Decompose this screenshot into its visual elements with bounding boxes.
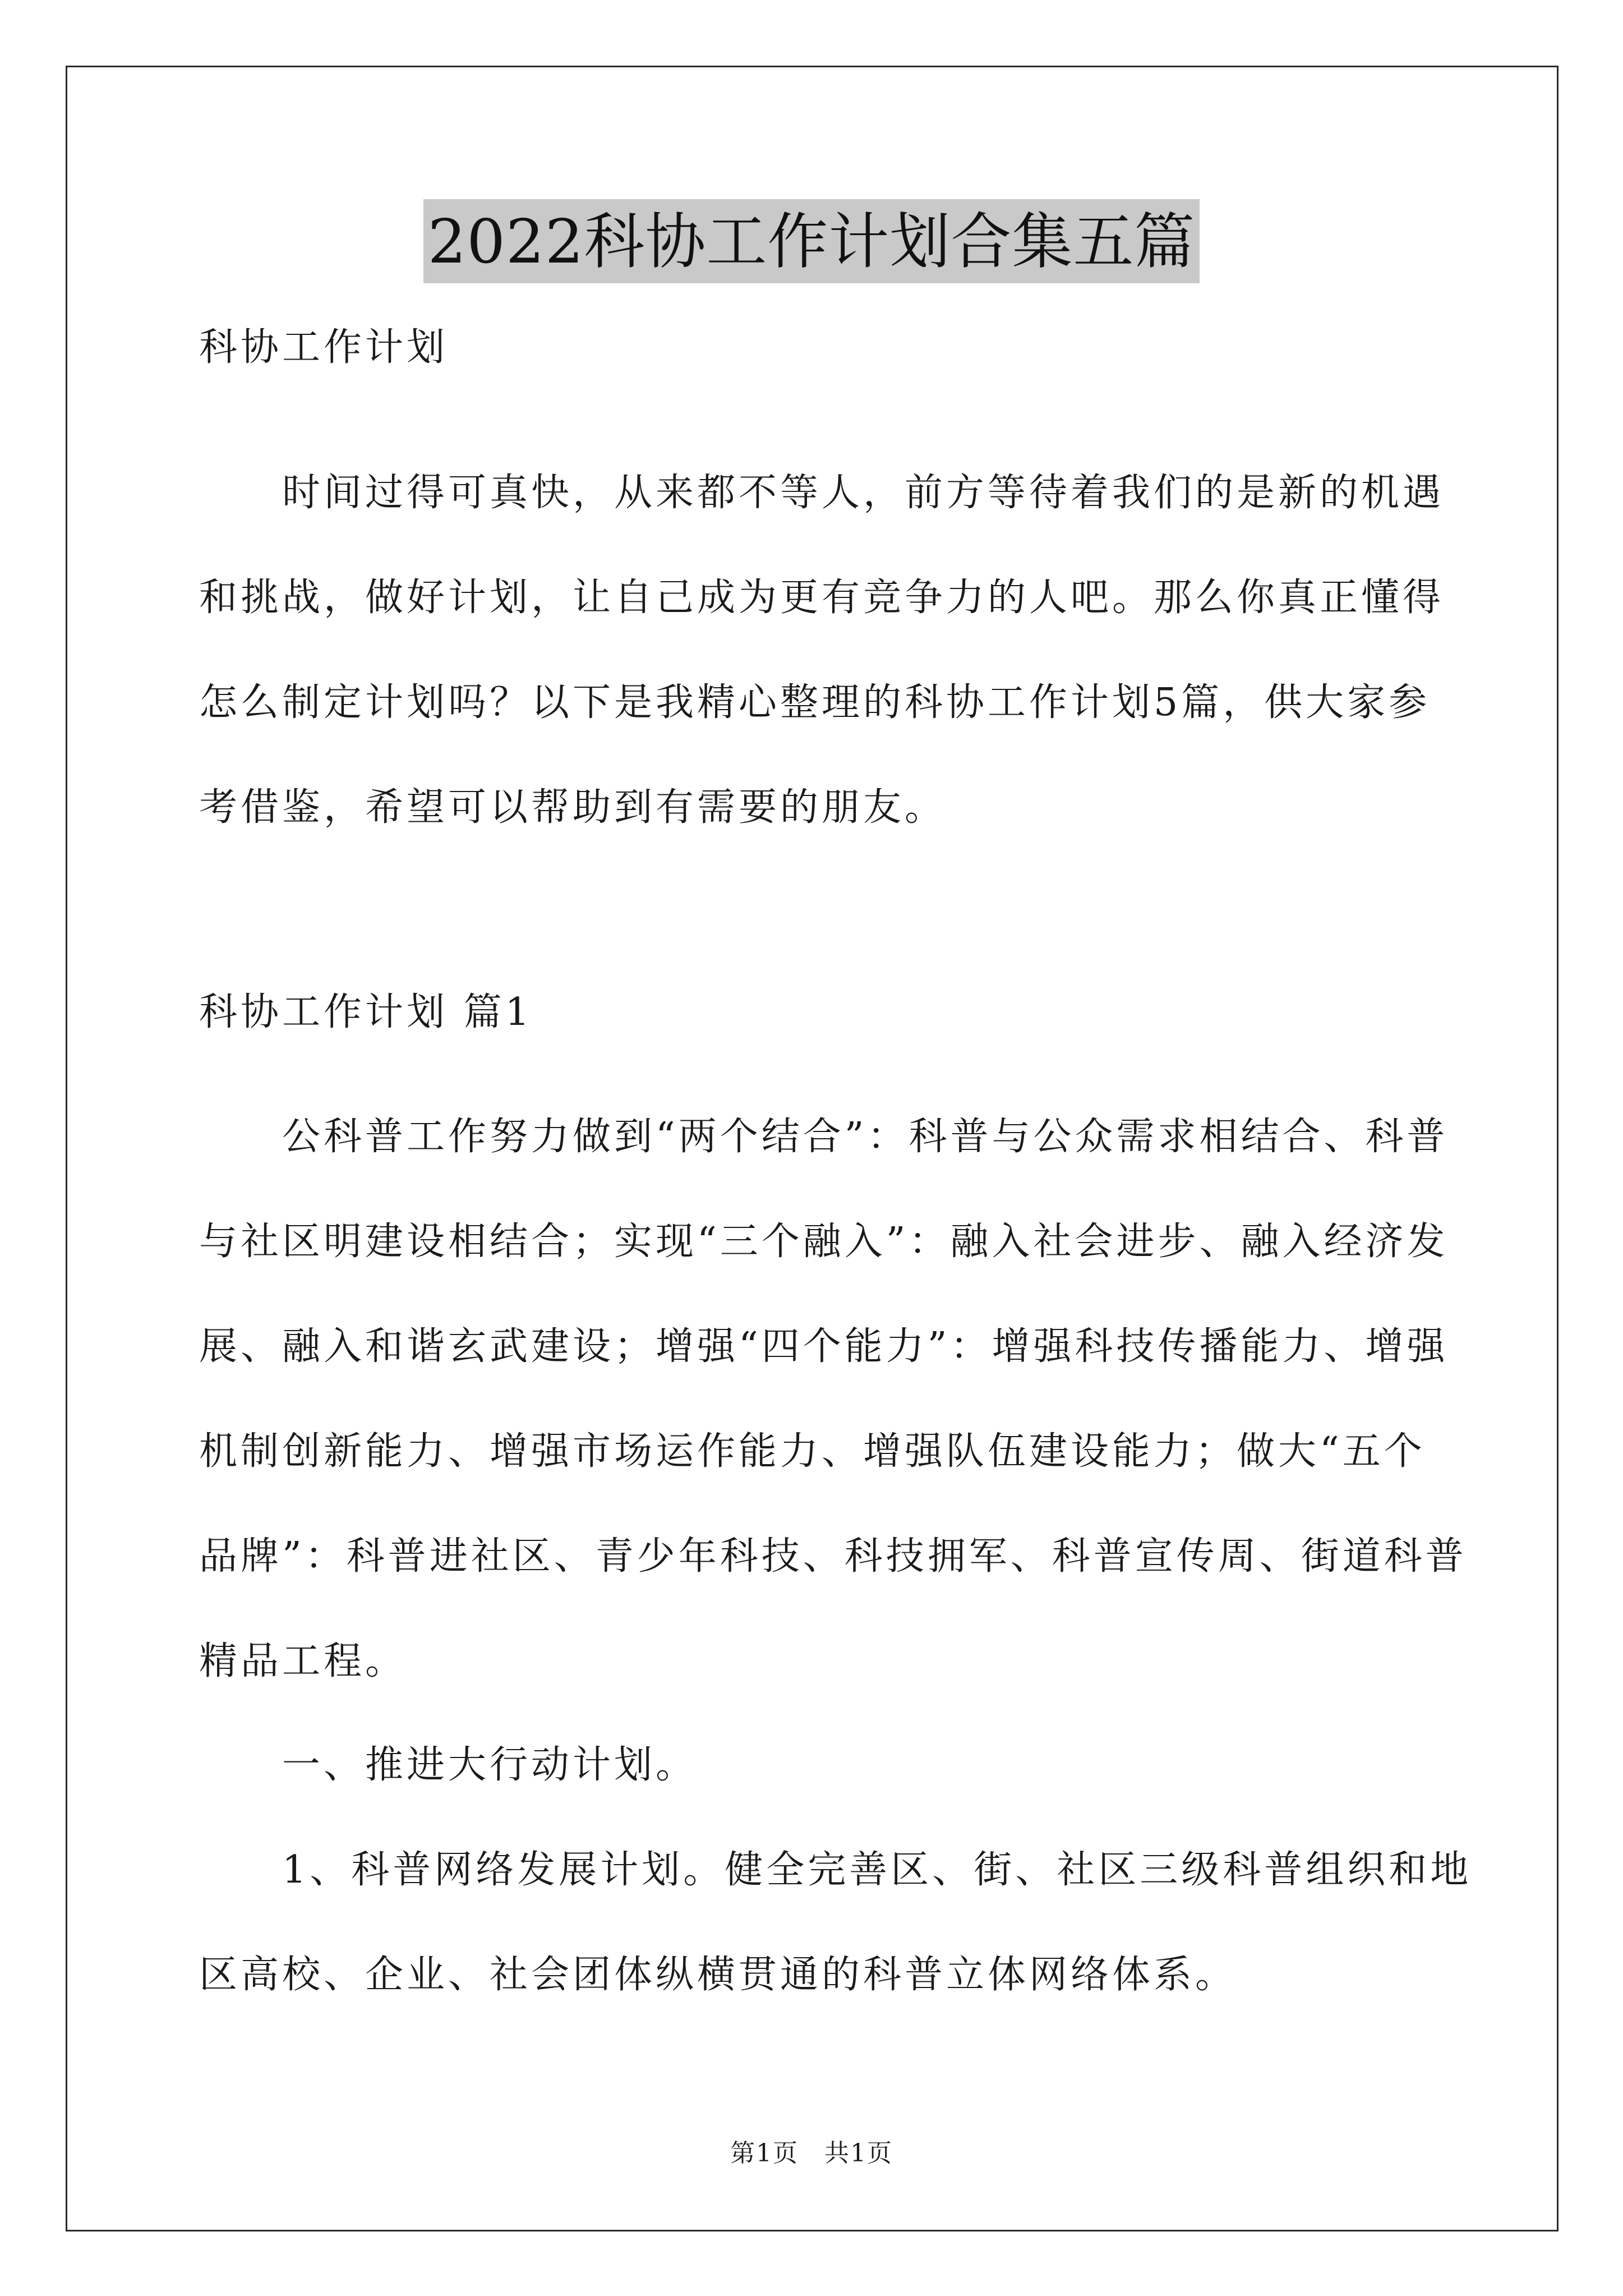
part1-line: 机制创新能力、增强市场运作能力、增强队伍建设能力；做大“五个 bbox=[199, 1429, 1426, 1474]
part1-line: 精品工程。 bbox=[199, 1639, 407, 1683]
part1-heading: 科协工作计划 篇1 bbox=[199, 990, 533, 1034]
intro-line: 考借鉴，希望可以帮助到有需要的朋友。 bbox=[199, 785, 947, 830]
title-container bbox=[0, 199, 1623, 283]
item-1-line: 区高校、企业、社会团体纵横贯通的科普立体网络体系。 bbox=[199, 1953, 1237, 1997]
part1-paragraph bbox=[199, 1084, 1467, 1714]
page-footer: 第1页 共1页 bbox=[730, 2139, 893, 2168]
part1-line: 与社区明建设相结合；实现“三个融入”：融入社会进步、融入经济发 bbox=[199, 1220, 1449, 1264]
section-heading: 科协工作计划 bbox=[199, 325, 449, 370]
item-one bbox=[199, 1713, 1427, 1818]
intro-line: 怎么制定计划吗？以下是我精心整理的科协工作计划5篇，供大家参 bbox=[199, 680, 1431, 725]
intro-line: 和挑战，做好计划，让自己成为更有竞争力的人吧。那么你真正懂得 bbox=[199, 576, 1445, 620]
item-1-paragraph bbox=[199, 1818, 1472, 2027]
part1-line: 展、融入和谐玄武建设；增强“四个能力”：增强科技传播能力、增强 bbox=[199, 1324, 1449, 1369]
document-title: 2022科协工作计划合集五篇 bbox=[423, 199, 1200, 283]
part1-line: 公科普工作努力做到“两个结合”：科普与公众需求相结合、科普 bbox=[282, 1115, 1449, 1159]
part1-line: 品牌”：科普进社区、青少年科技、科技拥军、科普宣传周、街道科普 bbox=[199, 1534, 1467, 1579]
intro-line: 时间过得可真快，从来都不等人，前方等待着我们的是新的机遇 bbox=[282, 471, 1445, 515]
item-one-text: 一、推进大行动计划。 bbox=[282, 1743, 698, 1787]
item-1-line: 1、科普网络发展计划。健全完善区、街、社区三级科普组织和地 bbox=[282, 1848, 1472, 1892]
intro-paragraph bbox=[199, 440, 1445, 860]
